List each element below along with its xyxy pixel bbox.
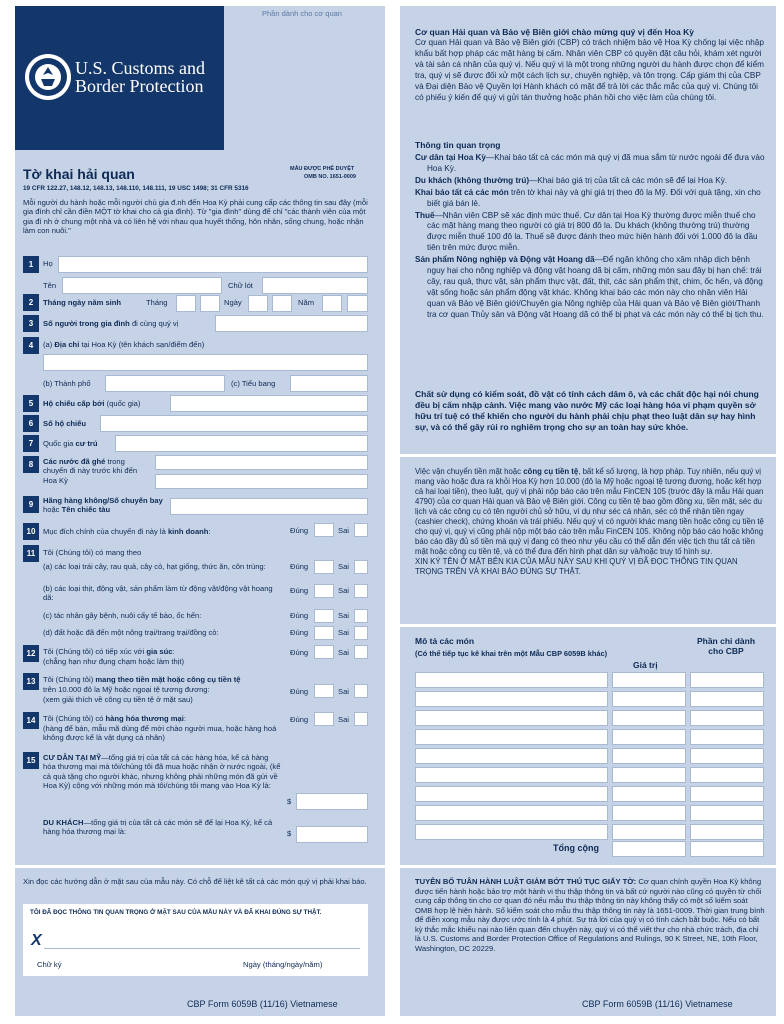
q13-yes-label: Đúng [290, 687, 309, 696]
item-description-field[interactable] [415, 672, 608, 688]
q10-no-checkbox[interactable] [354, 523, 368, 537]
city-field[interactable] [105, 375, 225, 392]
signature-x-mark: X [31, 932, 42, 949]
q10-no-label: Sai [338, 526, 349, 535]
q1-surname-label: Họ [43, 259, 53, 268]
item-office-field [690, 805, 764, 821]
q11d-label: (d) đất hoặc đã đến một nông trại/trang trại/đồng cỏ: [43, 628, 219, 637]
q15-visitor-dollar: $ [287, 829, 292, 838]
total-value-field[interactable] [612, 841, 686, 857]
pra-text: Cơ quan chính quyền Hoa Kỳ không được tiến hành hoặc bảo trợ một hành vi thu thập thông tin và bất cứ người nào cũng có quyền từ chối cung cấp thông tin cho cơ quan đó nếu mẫu thu thập thông tin này không thấy có một số kiểm soát OMB hợp lệ hiện hành. Số kiểm soát cho mẫu thu thập thông tin này là 1651-0009. Thời gian trung bình để điền xong mẫu này được ước tính là 4 phút. Sự trả lời của quý vị có tính cách bắt buộc. Nếu có bất kỳ thắc mắc khiếu nại nào liên quan đến chuyện này, quý vị có thể viết thư cho nhà chức trách, địa chỉ là U.S. Customs and Border Protection Office of Regulations and Rulings, 90 K Street, NE, 10th Floor, Washington, DC 20229. [415, 877, 765, 953]
info-item-duty [415, 211, 765, 255]
q9-b: hoặc [43, 505, 62, 515]
dob-month-field-2[interactable] [200, 295, 220, 312]
q3-family-label [43, 319, 178, 328]
q11a-label: (a) các loại trái cây, rau quả, cây cỏ, hạt giống, thức ăn, côn trùng: [43, 562, 266, 571]
q15-resident-bold: CƯ DÂN TẠI MỸ [43, 753, 102, 762]
q11a-no-checkbox[interactable] [354, 560, 368, 574]
item-office-field [690, 824, 764, 840]
q7-residence-label [43, 439, 97, 448]
q13-yes-checkbox[interactable] [314, 684, 334, 698]
q8-visited-label [43, 457, 151, 485]
item-office-field [690, 767, 764, 783]
q6-passport-no-label: Số hộ chiếu [43, 419, 87, 428]
item-value-field[interactable] [612, 786, 686, 802]
q9-airline-label [43, 496, 173, 515]
q2-number: 2 [23, 294, 39, 311]
q14-yes-checkbox[interactable] [314, 712, 334, 726]
info-item-3-head: Khai báo tất cả các món [415, 187, 509, 197]
important-info-list [415, 152, 765, 321]
q15-visitor-label [43, 818, 283, 837]
residence-country-field[interactable] [115, 435, 368, 452]
q10-bold: kinh doanh [167, 527, 209, 536]
item-office-field [690, 710, 764, 726]
item-description-field[interactable] [415, 710, 608, 726]
q12-livestock-sub: (chẳng hạn như đụng chạm hoặc làm thịt) [43, 657, 185, 666]
q10-business-label: Mục đích chính của chuyến đi này là kinh doanh: [43, 527, 211, 536]
q15-resident-text: —tổng giá trị của tất cả các hàng hóa, kể cả hàng hóa thương mại mà tôi/chúng tôi đã mua hoặc nhận ở nước ngoài, (kể cả quà tặng cho người khác, nhưng không phải những món đã gửi về Hoa Kỳ) cộng với những món mà tôi/chúng tôi mang vào Hoa Kỳ là: [43, 753, 281, 791]
visited-countries-field-1[interactable] [155, 455, 368, 470]
q1-middle-name-label: Chữ lót [228, 281, 253, 290]
right-divider-1 [400, 454, 776, 457]
info-item-1-head: Cư dân tại Hoa Kỳ [415, 153, 486, 162]
bottom-left-divider [15, 865, 385, 868]
q11d-no-checkbox[interactable] [354, 626, 368, 640]
q5-number: 5 [23, 395, 39, 412]
q11a-yes-checkbox[interactable] [314, 560, 334, 574]
q10-yes-label: Đúng [290, 526, 309, 535]
q13-currency-line2: trên 10.000 đô la Mỹ hoặc ngoại tệ tương đương: [43, 685, 210, 694]
q11c-yes-label: Đúng [290, 611, 309, 620]
q2-month-label: Tháng [146, 298, 168, 307]
q8-bold: Các nước đã ghé [43, 457, 106, 466]
office-use-label: Phần dành cho cơ quan [262, 9, 342, 18]
q10-text: Mục đích chính của chuyến đi này là [43, 527, 168, 536]
q13-number: 13 [23, 673, 39, 690]
date-label: Ngày (tháng/ngày/năm) [243, 960, 323, 969]
q4-state-label: (c) Tiểu bang [231, 379, 276, 388]
q6-number: 6 [23, 415, 39, 432]
pra-title: TUYÊN BỐ TUÂN HÀNH LUẬT GIẢM BỚT THỦ TỤC GIẤY TỜ: [415, 877, 637, 886]
q9-number: 9 [23, 496, 39, 513]
info-item-2-head: Du khách (không thường trú) [415, 175, 530, 185]
item-value-field[interactable] [612, 767, 686, 783]
signature-label: Chữ ký [37, 960, 62, 969]
info-item-us-residents [415, 153, 765, 175]
item-description-field[interactable] [415, 729, 608, 745]
info-item-1-text: —Khai báo tất cả các món mà quý vị đã mua sắm từ nước ngoài để đưa vào Hoa Kỳ. [427, 153, 765, 173]
q12-livestock-label: Tôi (Chúng tôi) có tiếp xúc với gia súc: [43, 647, 175, 656]
item-description-field[interactable] [415, 767, 608, 783]
q12-yes-checkbox[interactable] [314, 645, 334, 659]
q14-text: Tôi (Chúng tôi) có [43, 714, 106, 723]
table-total-label: Tổng cộng [553, 843, 599, 853]
q11-number: 11 [23, 545, 39, 562]
welcome-title: Cơ quan Hải quan và Bảo vệ Biên giới chào mừng quý vị đến Hoa Kỳ [415, 27, 694, 37]
form-title: Tờ khai hải quan [23, 166, 135, 182]
q7-text: Quốc gia [43, 439, 76, 448]
approval-line2: OMB NO. 1651-0009 [304, 174, 356, 180]
dob-month-field-1[interactable] [176, 295, 196, 312]
q7-number: 7 [23, 435, 39, 452]
q5-rest: (quốc gia) [104, 399, 141, 408]
dob-year-field-2[interactable] [347, 295, 368, 312]
q4-address-bold: Địa chỉ [54, 340, 80, 349]
q11a-yes-label: Đúng [290, 562, 309, 571]
currency-info-b: công cụ tiền tệ [523, 467, 579, 476]
q11d-no-label: Sai [338, 628, 349, 637]
q15-visitor-text: —tổng giá trị của tất cả các món sẽ để lại Hoa Kỳ, kể cả hàng hóa thương mại là: [43, 818, 273, 837]
q12-text: Tôi (Chúng tôi) có tiếp xúc với [43, 647, 147, 656]
visited-countries-field-2[interactable] [155, 474, 368, 489]
currency-info-a: Việc vận chuyển tiền mặt hoặc [415, 467, 524, 476]
q11c-no-checkbox[interactable] [354, 609, 368, 623]
info-item-4-head: Thuế [415, 210, 435, 220]
q15-visitor-bold: DU KHÁCH [43, 818, 84, 827]
q15-number: 15 [23, 752, 39, 769]
surname-field[interactable] [58, 256, 368, 273]
q14-yes-label: Đúng [290, 715, 309, 724]
total-office-field [690, 841, 764, 857]
item-description-field[interactable] [415, 824, 608, 840]
dob-year-field-1[interactable] [322, 295, 342, 312]
q12-number: 12 [23, 645, 39, 662]
q3-family-label-bold: Số người trong gia đình [43, 319, 130, 328]
q11d-yes-label: Đúng [290, 628, 309, 637]
important-info-title: Thông tin quan trọng [415, 140, 501, 150]
item-description-field[interactable] [415, 691, 608, 707]
item-value-field[interactable] [612, 805, 686, 821]
dob-day-field-1[interactable] [248, 295, 268, 312]
q12-yes-label: Đúng [290, 648, 309, 657]
q4-address-rest: tại Hoa Kỳ (tên khách sạn/điểm đến) [79, 340, 205, 349]
q9-a: Hãng hàng không/Số chuyến bay [43, 496, 163, 505]
q14-bold: hàng hóa thương mại [105, 714, 184, 723]
q13-no-checkbox[interactable] [354, 684, 368, 698]
item-value-field[interactable] [612, 824, 686, 840]
q4-a: (a) [43, 340, 53, 349]
item-description-field[interactable] [415, 786, 608, 802]
q11b-yes-label: Đúng [290, 586, 309, 595]
q13-text: Tôi (Chúng tôi) [43, 675, 96, 684]
q2-day-label: Ngày [224, 298, 242, 307]
given-name-field[interactable] [62, 277, 222, 294]
q14-number: 14 [23, 712, 39, 729]
q14-no-checkbox[interactable] [354, 712, 368, 726]
airline-flight-field[interactable] [170, 498, 368, 515]
q11c-yes-checkbox[interactable] [314, 609, 334, 623]
q2-year-label: Năm [298, 298, 315, 307]
item-office-field [690, 729, 764, 745]
q4-number: 4 [23, 337, 39, 354]
q11c-label: (c) tác nhân gây bệnh, nuôi cấy tế bào, ốc hến: [43, 611, 202, 620]
q14-commercial-label: Tôi (Chúng tôi) có hàng hóa thương mại: [43, 714, 186, 723]
family-count-field[interactable] [215, 315, 368, 332]
q5-bold: Hộ chiếu cấp bởi [43, 399, 105, 408]
currency-info-d: XIN KÝ TÊN Ở MẶT BÊN KIA CỦA MẪU NÀY SAU KHI QUÝ VỊ ĐÃ ĐỌC THÔNG TIN QUAN TRỌNG TRÊN VÀ KHAI BÁO ĐÚNG SỰ THẬT. [415, 556, 738, 576]
item-description-field[interactable] [415, 805, 608, 821]
instructions-note: Xin đọc các hướng dẫn ở mặt sau của mẫu này. Có chỗ để liệt kê tất cả các món quý vị phải khai báo. [23, 877, 367, 886]
dob-day-field-2[interactable] [272, 295, 292, 312]
approval-line1: MẪU ĐƯỢC PHÊ DUYỆT [290, 166, 355, 172]
agency-name-line1: U.S. Customs and [75, 58, 206, 78]
resident-total-field[interactable] [296, 793, 368, 810]
q14-no-label: Sai [338, 715, 349, 724]
state-field[interactable] [290, 375, 368, 392]
info-item-3-text: trên tờ khai này và ghi giá trị theo đô la Mỹ. Đối với quà tặng, xin cho biết giá bán lẻ. [427, 187, 761, 208]
cfr-reference: 19 CFR 122.27, 148.12, 148.13, 148.110, 148.111, 19 USC 1498; 31 CFR 5316 [23, 185, 249, 192]
q11-bringing-label: Tôi (Chúng tôi) có mang theo [43, 548, 142, 557]
q8-rest: trong chuyến đi này trước khi đến Hoa Kỳ [43, 457, 138, 485]
q2-dob-label: Tháng ngày năm sinh [43, 298, 122, 307]
middle-name-field[interactable] [262, 277, 368, 294]
intro-text: Mỗi người du hành hoặc mỗi người chủ gia đ.nh đến Hoa Kỳ phải cung cấp các thông tin sau đây (mỗi gia đình chỉ cần điền MỘT tờ khai cho cả gia đình). Từ "gia đình" dùng để chỉ "các thành viên của một gia đì nh ở chung một nhà và có liên hệ với nhau qua huyết thống, hôn nhân, sống chung, hoặc nhận làm con nuôi." [23, 198, 368, 236]
q11d-yes-checkbox[interactable] [314, 626, 334, 640]
q14-commercial-sub: (hàng để bán, mẫu mã dùng để mời chào người mua, hoặc hàng hoá không được kể là vật dụng cá nhân) [43, 724, 277, 743]
table-desc-header: Mô tả các món [415, 636, 475, 646]
q12-no-label: Sai [338, 648, 349, 657]
controlled-substances-warning: Chất sử dụng có kiểm soát, đồ vật có tính cách dâm ô, và các chất độc hại nói chung đều bị cấm nhập cảnh. Việc mang vào nước Mỹ các loại hàng hóa vi phạm quyền sở hữu trí tuệ có thể khiến cho người du hành phải chịu phạt theo luật dân sự hay hình sự, và có thể gây rủi ro nghiêm trọng cho sự an toàn hay sức khỏe. [415, 389, 759, 432]
item-description-field[interactable] [415, 748, 608, 764]
q8-number: 8 [23, 456, 39, 473]
welcome-text: Cơ quan Hải quan và Bảo vệ Biên giới (CBP) có trách nhiệm bảo vệ Hoa Kỳ chống lại việc nhập khẩu bất hợp pháp các mặt hàng bị cấm. Nhân viên CBP có quyền đặt câu hỏi, khám xét người và tài sản cá nhân của quý vị. Nếu quý vị là một trong những người du hành được chọn để kiểm tra, quý vị sẽ được đối xử một cách lịch sự, chuyên nghiệp, và tôn trọng. Cấp giám thị của CBP và Đại diện Bảo vệ Quyền lợi Hành khách có mặt để trả lời các thắc mắc của quý vị. Chúng tôi có phiếu ý kiến để quý vị gửi tán thưởng hoặc phản hồi cho việc làm của chúng tôi. [415, 38, 764, 102]
info-item-5-text: —Để ngăn không cho xâm nhập dịch bệnh nguy hại cho nông nghiệp và động vật hoang dã bị cấm, những món sau đây bị hạn chế: trái cây, rau quả, thực vật, sản phẩm thực vật, đất, thịt, các sản phẩm thịt, chim, ốc hến, và động vật sống hoặc sản phẩm động vật khác. Không khai báo các món này cho nhân viên Hải quan và Bảo vệ Biên giới/Chuyên gia Nông nghiệp của Hải quan và Bảo vệ Biên giới/Thanh tra cơ quan Thủy sản và Động vật Hoang dã có thể bị phạt và các món này có thể bị tịch thu. [427, 255, 764, 319]
q11b-no-checkbox[interactable] [354, 584, 368, 598]
visitor-total-field[interactable] [296, 826, 368, 843]
q9-c: Tên chiếc tàu [61, 505, 111, 515]
q11a-no-label: Sai [338, 562, 349, 571]
q1-number: 1 [23, 256, 39, 273]
q11b-label: (b) các loại thịt, động vật, sản phẩm làm từ động vật/động vật hoang dã: [43, 584, 273, 603]
cbp-header [15, 6, 224, 150]
q13-bold: mang theo tiền mặt hoặc công cụ tiền tệ [95, 675, 241, 684]
passport-number-field[interactable] [100, 415, 368, 432]
info-item-5-head: Sản phẩm Nông nghiệp và Động vật Hoang dã [415, 255, 595, 265]
info-item-2-text: —Khai báo giá trị của tất cả các món sẽ để lại Hoa Kỳ. [529, 175, 728, 185]
q13-currency-label [43, 675, 241, 684]
q10-number: 10 [23, 523, 39, 540]
info-item-declare-all [415, 188, 765, 210]
info-item-4-text: —Nhân viên CBP sẽ xác định mức thuế. Cư dân tại Hoa Kỳ thường được miễn thuế cho các mặt hàng mang theo người có giá trị 800 đô la. Du khách (không thường trú) thường được miễn thuế 100 đô la. Thuế sẽ được đánh theo mức hiện hành đối với 1.000 đô la đầu tiên trên mức được miễn. [427, 210, 758, 253]
item-value-field[interactable] [612, 748, 686, 764]
q15-resident-dollar: $ [287, 797, 292, 806]
q11b-yes-checkbox[interactable] [314, 584, 334, 598]
item-office-field [690, 786, 764, 802]
q4-city-label: (b) Thành phố [43, 379, 91, 388]
q4-address-label [43, 340, 204, 349]
q15-resident-label [43, 753, 283, 791]
item-office-field [690, 672, 764, 688]
table-desc-subheader: (Có thể tiếp tục kê khai trên một Mẫu CBP 6059B khác) [415, 649, 608, 658]
item-value-field[interactable] [612, 691, 686, 707]
q5-passport-label [43, 399, 140, 408]
q11b-no-label: Sai [338, 586, 349, 595]
agency-name-line2: Border Protection [75, 76, 204, 96]
dhs-seal-icon [24, 53, 72, 101]
signature-declaration: TÔI ĐÃ ĐỌC THÔNG TIN QUAN TRỌNG Ở MẶT SAU CỦA MẪU NÀY VÀ ĐÃ KHAI ĐÚNG SỰ THẬT. [30, 909, 322, 916]
paperwork-reduction-notice [415, 877, 765, 954]
table-value-header: Giá trị [633, 660, 658, 670]
q12-no-checkbox[interactable] [354, 645, 368, 659]
q3-family-label-rest: đi cùng quý vị [129, 319, 179, 328]
item-value-field[interactable] [612, 710, 686, 726]
q3-number: 3 [23, 315, 39, 332]
item-value-field[interactable] [612, 672, 686, 688]
info-item-visitors [415, 176, 765, 187]
q10-yes-checkbox[interactable] [314, 523, 334, 537]
item-office-field [690, 691, 764, 707]
q1-given-name-label: Tên [43, 281, 57, 290]
info-item-agriculture [415, 255, 765, 320]
q12-bold: gia súc [146, 647, 173, 656]
item-value-field[interactable] [612, 729, 686, 745]
signature-line[interactable] [44, 948, 360, 949]
right-form-number: CBP Form 6059B (11/16) Vietnamese [582, 999, 733, 1009]
currency-info-c: , bất kể số lượng, là hợp pháp. Tuy nhiên, nếu quý vị mang vào hoặc đưa ra khỏi Hoa Kỳ hơn 10.000 (đô la Mỹ hoặc ngoại tệ tương đương, hoặc kết hợp cả hai loại tiền), theo luật, quý vị phải nộp báo cáo trên mẫu FinCEN 105 (trước đây là mẫu Hải quan 4790) của cơ quan Hải quan và Bảo vệ Biên giới. Công cụ tiền tệ bao gồm đồng xu, tiền mặt, séc du lịch và các công cụ có tên người chủ sở hữu, ví dụ như séc cá nhân, séc có thể nhận tiền ngay (cashier check), chứng khoán và trái phiếu. Nếu quý vị có người khác mang tiền hoặc công cụ tiền tệ cho quý vị, quý vị cũng phải nộp một báo cáo trên mẫu FinCEN 105. Không nộp báo cáo hoặc không báo cáo đầy đủ số tiền mà quý vị đang có theo như yêu cầu có thể dẫn đến việc tịch thu tất cả tiền mặt hoặc công cụ tiền tệ, và có thể đưa đến hình phạt dân sự và/hoặc truy tố hình sự. [415, 467, 764, 556]
right-divider-2 [400, 624, 776, 627]
q13-currency-line3: (xem giải thích về công cụ tiền tệ ở mặt sau) [43, 695, 193, 704]
table-office-header: Phần chỉ dành cho CBP [696, 636, 756, 656]
q13-no-label: Sai [338, 687, 349, 696]
q11c-no-label: Sai [338, 611, 349, 620]
us-address-field[interactable] [43, 354, 368, 371]
q7-bold: cư trú [75, 439, 98, 448]
right-divider-3 [400, 865, 776, 868]
currency-info [415, 467, 765, 577]
left-form-number: CBP Form 6059B (11/16) Vietnamese [187, 999, 338, 1009]
item-office-field [690, 748, 764, 764]
passport-country-field[interactable] [170, 395, 368, 412]
